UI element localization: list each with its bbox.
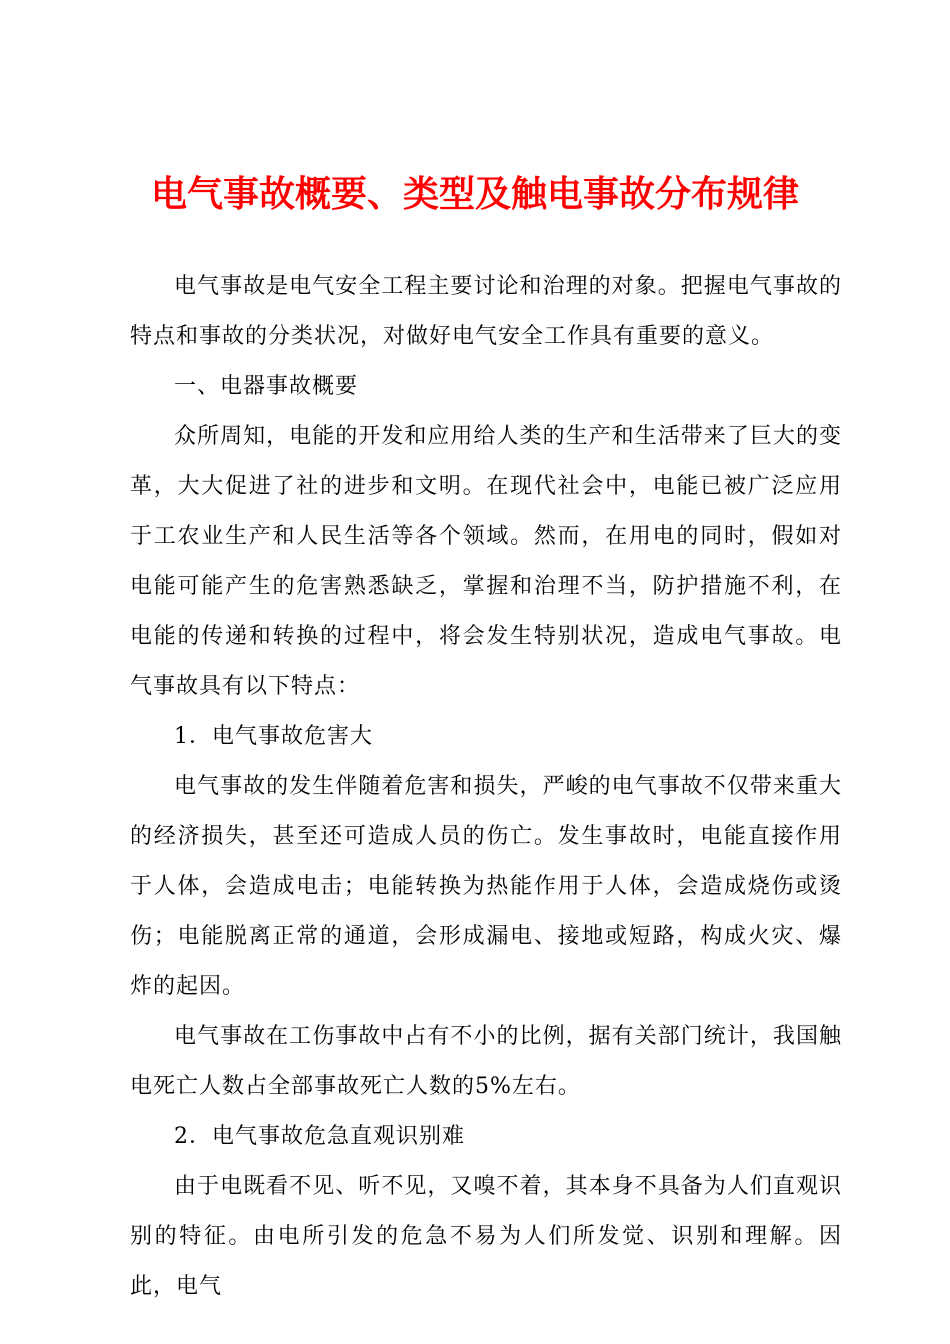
subheading-hazard: 1．电气事故危害大 bbox=[174, 724, 373, 749]
overview-paragraph: 众所周知，电能的开发和应用给人类的生产和生活带来了巨大的变革，大大促进了社的进步和文明。在现代社会中，电能已被广泛应用于工农业生产和人民生活等各个领域。然而，在用电的同时，假如对电能可能产生的危害熟悉缺乏，掌握和治理不当，防护措施不利，在电能的传递和转换的过程中，将会发生特别状况，造成电气事故。电气事故具有以下特点： bbox=[130, 424, 842, 699]
document-title: 电气事故概要、类型及触电事故分布规律 bbox=[150, 173, 799, 215]
statistics-paragraph: 电气事故在工伤事故中占有不小的比例，据有关部门统计，我国触电死亡人数占全部事故死亡人数的5%左右。 bbox=[130, 1024, 842, 1099]
document-body bbox=[130, 262, 842, 1312]
hazard-paragraph: 电气事故的发生伴随着危害和损失，严峻的电气事故不仅带来重大的经济损失，甚至还可造成人员的伤亡。发生事故时，电能直接作用于人体，会造成电击；电能转换为热能作用于人体，会造成烧伤或烫伤；电能脱离正常的通道，会形成漏电、接地或短路，构成火灾、爆炸的起因。 bbox=[130, 774, 842, 999]
intro-paragraph: 电气事故是电气安全工程主要讨论和治理的对象。把握电气事故的特点和事故的分类状况，对做好电气安全工作具有重要的意义。 bbox=[130, 274, 842, 349]
recognition-paragraph: 由于电既看不见、听不见，又嗅不着，其本身不具备为人们直观识别的特征。由电所引发的危急不易为人们所发觉、识别和理解。因此，电气 bbox=[130, 1174, 842, 1299]
section-heading-overview: 一、电器事故概要 bbox=[174, 374, 359, 399]
subheading-recognition: 2．电气事故危急直观识别难 bbox=[174, 1124, 465, 1149]
